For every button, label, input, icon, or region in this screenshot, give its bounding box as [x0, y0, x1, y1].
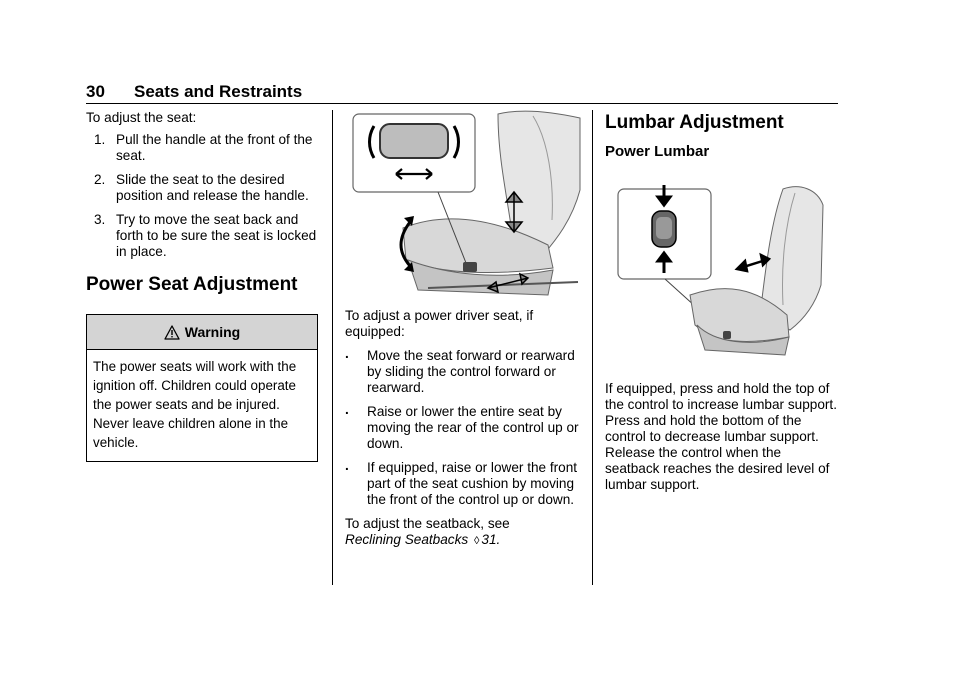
step-text: Pull the handle at the front of the seat. [116, 132, 313, 163]
column-middle [345, 110, 581, 549]
power-seat-bullets [345, 348, 581, 508]
warning-header [87, 315, 317, 350]
warning-title: Warning [184, 324, 241, 340]
step-item [86, 132, 318, 164]
step-item [86, 172, 318, 204]
lumbar-heading: Lumbar Adjustment [605, 112, 784, 133]
warning-body: The power seats will work with the ignition off. Children could operate the power seats and be injured. Never leave children alone in the vehicle. [93, 359, 297, 450]
seatback-reference [345, 516, 581, 549]
bullet-text: Move the seat forward or rearward by sliding the control forward or rearward. [367, 348, 575, 395]
bullet-text: Raise or lower the entire seat by moving the rear of the control up or down. [367, 404, 579, 451]
column-right [605, 110, 837, 493]
reclining-seatbacks-link[interactable]: Reclining Seatbacks [345, 532, 469, 547]
step-number: 3. [94, 212, 106, 227]
header-rule [86, 103, 838, 104]
section-title: Seats and Restraints [134, 82, 303, 101]
column-left [86, 110, 318, 462]
step-item [86, 212, 318, 260]
warning-icon [164, 325, 180, 340]
lumbar-illustration [605, 175, 837, 365]
bullet-mark: . [345, 346, 349, 361]
seatback-text: To adjust the seatback, see [345, 516, 510, 531]
power-seat-illustration [348, 110, 584, 300]
warning-box [86, 314, 318, 462]
page-number: 30 [86, 82, 105, 101]
step-number: 2. [94, 172, 106, 187]
page-ref-arrow-icon: ◊ [473, 535, 480, 547]
bullet-mark: . [345, 402, 349, 417]
bullet-text: If equipped, raise or lower the front part of the seat cushion by moving the front of the control up or down. [367, 460, 578, 507]
bullet-item [345, 460, 581, 508]
page-header [86, 82, 838, 104]
bullet-mark: . [345, 458, 349, 473]
column-divider [592, 110, 593, 585]
step-number: 1. [94, 132, 106, 147]
step-text: Slide the seat to the desired position and release the handle. [116, 172, 309, 203]
power-lumbar-subheading: Power Lumbar [605, 143, 710, 160]
bullet-item [345, 348, 581, 396]
step-text: Try to move the seat back and forth to be sure the seat is locked in place. [116, 212, 317, 259]
power-seat-intro: To adjust a power driver seat, if equipped: [345, 308, 534, 339]
power-seat-heading: Power Seat Adjustment [86, 274, 298, 295]
bullet-item [345, 404, 581, 452]
seat-adjust-intro: To adjust the seat: [86, 110, 197, 125]
column-divider [332, 110, 333, 585]
page-ref-number[interactable]: 31. [481, 532, 501, 547]
lumbar-body: If equipped, press and hold the top of the control to increase lumbar support. Press and hold the bottom of the control to decrease lumbar support. Release the control when the seatback reaches the desired level of lumbar support. [605, 381, 837, 492]
seat-adjust-steps [86, 132, 318, 260]
